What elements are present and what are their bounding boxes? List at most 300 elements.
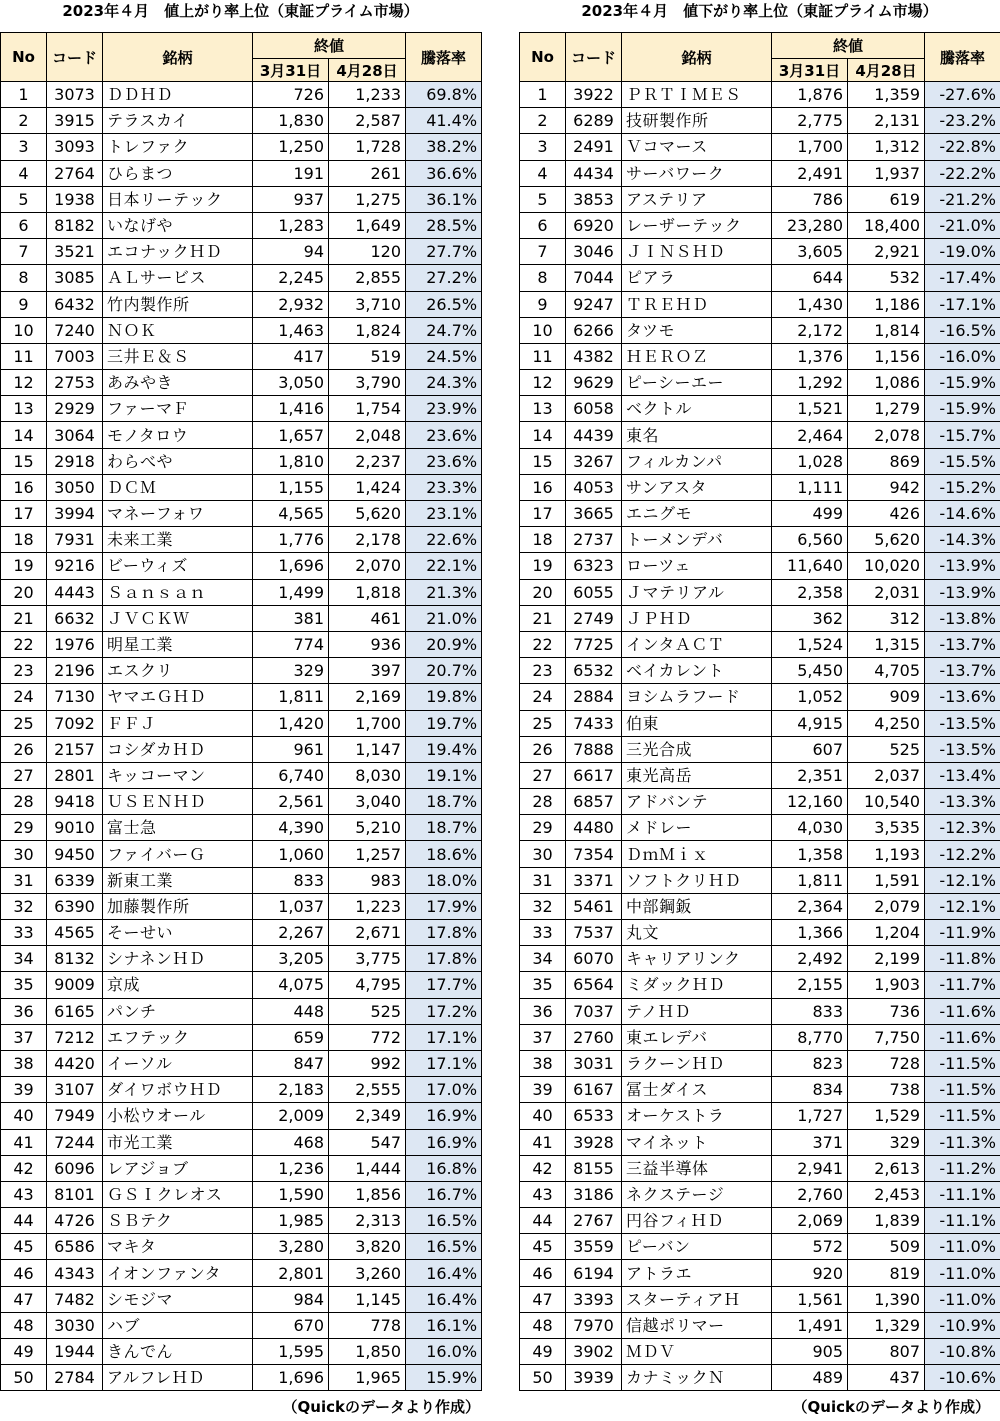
close-mar31-cell: 2,183 — [253, 1077, 329, 1103]
close-mar31-cell: 2,492 — [772, 946, 848, 972]
close-mar31-cell: 847 — [253, 1050, 329, 1076]
rank-cell: 13 — [1, 396, 47, 422]
rank-cell: 29 — [1, 815, 47, 841]
code-cell: 7433 — [566, 710, 622, 736]
rate-cell: 18.0% — [406, 867, 482, 893]
close-apr28-cell: 728 — [848, 1050, 925, 1076]
close-mar31-cell: 191 — [253, 160, 329, 186]
code-cell: 1944 — [47, 1339, 103, 1365]
code-cell: 3107 — [47, 1077, 103, 1103]
rate-cell: -13.7% — [925, 658, 1000, 684]
code-cell: 7482 — [47, 1286, 103, 1312]
close-apr28-cell: 1,359 — [848, 82, 925, 108]
close-mar31-cell: 984 — [253, 1286, 329, 1312]
name-cell: ファイバーＧ — [103, 841, 253, 867]
name-cell: オーケストラ — [622, 1103, 772, 1129]
name-cell: ハブ — [103, 1312, 253, 1338]
rate-cell: -11.2% — [925, 1155, 1000, 1181]
name-cell: サンアスタ — [622, 474, 772, 500]
table-row — [520, 1050, 1000, 1076]
close-mar31-cell: 2,364 — [772, 893, 848, 919]
close-apr28-cell: 7,750 — [848, 1024, 925, 1050]
name-cell: アルフレＨＤ — [103, 1365, 253, 1391]
table-row — [1, 317, 482, 343]
rate-cell: -15.2% — [925, 474, 1000, 500]
close-mar31-cell: 448 — [253, 998, 329, 1024]
rank-cell: 18 — [1, 527, 47, 553]
name-cell: レーザーテック — [622, 212, 772, 238]
code-cell: 7725 — [566, 631, 622, 657]
close-apr28-cell: 509 — [848, 1234, 925, 1260]
name-cell: ＳＢテク — [103, 1208, 253, 1234]
name-cell: 丸文 — [622, 920, 772, 946]
rate-cell: -22.8% — [925, 134, 1000, 160]
rate-cell: 27.7% — [406, 239, 482, 265]
close-mar31-cell: 1,491 — [772, 1312, 848, 1338]
rank-cell: 41 — [520, 1129, 566, 1155]
name-cell: ＤｍＭｉｘ — [622, 841, 772, 867]
rate-cell: -11.9% — [925, 920, 1000, 946]
rank-cell: 34 — [520, 946, 566, 972]
rank-cell: 44 — [1, 1208, 47, 1234]
close-apr28-cell: 819 — [848, 1260, 925, 1286]
close-mar31-cell: 1,060 — [253, 841, 329, 867]
rate-cell: 16.8% — [406, 1155, 482, 1181]
table-row — [1, 291, 482, 317]
name-cell: アステリア — [622, 186, 772, 212]
rank-cell: 42 — [1, 1155, 47, 1181]
rate-cell: 22.1% — [406, 553, 482, 579]
table-row — [1, 134, 482, 160]
rate-cell: -15.7% — [925, 422, 1000, 448]
rate-cell: -27.6% — [925, 82, 1000, 108]
code-cell: 6323 — [566, 553, 622, 579]
table-row — [1, 239, 482, 265]
rank-cell: 17 — [520, 501, 566, 527]
name-cell: ＮＯＫ — [103, 317, 253, 343]
rank-cell: 15 — [1, 448, 47, 474]
rate-cell: -15.5% — [925, 448, 1000, 474]
code-cell: 9009 — [47, 972, 103, 998]
close-mar31-cell: 2,155 — [772, 972, 848, 998]
name-cell: モノタロウ — [103, 422, 253, 448]
code-cell: 9418 — [47, 789, 103, 815]
name-cell: ミダックＨＤ — [622, 972, 772, 998]
name-cell: 中部鋼鈑 — [622, 893, 772, 919]
rank-cell: 30 — [1, 841, 47, 867]
table-row — [520, 1129, 1000, 1155]
close-mar31-cell: 1,292 — [772, 370, 848, 396]
close-apr28-cell: 8,030 — [329, 762, 406, 788]
rank-cell: 37 — [520, 1024, 566, 1050]
rate-cell: -16.0% — [925, 343, 1000, 369]
table-row — [1, 893, 482, 919]
close-apr28-cell: 2,313 — [329, 1208, 406, 1234]
name-cell: 富士急 — [103, 815, 253, 841]
close-mar31-cell: 834 — [772, 1077, 848, 1103]
close-apr28-cell: 3,260 — [329, 1260, 406, 1286]
table-row — [520, 448, 1000, 474]
table-row — [1, 370, 482, 396]
table-row — [1, 1103, 482, 1129]
rank-cell: 8 — [1, 265, 47, 291]
table-row — [1, 448, 482, 474]
close-apr28-cell: 2,921 — [848, 239, 925, 265]
close-mar31-cell: 1,696 — [253, 553, 329, 579]
rate-cell: 21.0% — [406, 605, 482, 631]
close-apr28-cell: 2,070 — [329, 553, 406, 579]
code-cell: 6532 — [566, 658, 622, 684]
table-row — [1, 1181, 482, 1207]
close-apr28-cell: 909 — [848, 684, 925, 710]
rank-cell: 50 — [520, 1365, 566, 1391]
name-cell: トレファク — [103, 134, 253, 160]
rate-cell: -12.3% — [925, 815, 1000, 841]
close-mar31-cell: 823 — [772, 1050, 848, 1076]
rate-cell: 22.6% — [406, 527, 482, 553]
table-row — [1, 605, 482, 631]
code-cell: 4565 — [47, 920, 103, 946]
close-mar31-cell: 1,499 — [253, 579, 329, 605]
rank-cell: 37 — [1, 1024, 47, 1050]
code-cell: 7212 — [47, 1024, 103, 1050]
close-mar31-cell: 1,155 — [253, 474, 329, 500]
code-cell: 8101 — [47, 1181, 103, 1207]
rate-cell: 17.1% — [406, 1050, 482, 1076]
rank-cell: 12 — [1, 370, 47, 396]
table-row — [520, 710, 1000, 736]
header-date-apr28: 4月28日 — [329, 59, 406, 82]
code-cell: 4439 — [566, 422, 622, 448]
table-row — [520, 658, 1000, 684]
close-mar31-cell: 1,810 — [253, 448, 329, 474]
table-row — [520, 893, 1000, 919]
table-row — [520, 605, 1000, 631]
close-apr28-cell: 992 — [329, 1050, 406, 1076]
table-row — [1, 815, 482, 841]
code-cell: 9450 — [47, 841, 103, 867]
close-mar31-cell: 3,280 — [253, 1234, 329, 1260]
close-apr28-cell: 2,131 — [848, 108, 925, 134]
close-mar31-cell: 3,050 — [253, 370, 329, 396]
name-cell: テラスカイ — [103, 108, 253, 134]
close-mar31-cell: 607 — [772, 736, 848, 762]
rate-cell: 21.3% — [406, 579, 482, 605]
rate-cell: -13.7% — [925, 631, 1000, 657]
close-mar31-cell: 362 — [772, 605, 848, 631]
close-apr28-cell: 3,040 — [329, 789, 406, 815]
table-row — [1, 396, 482, 422]
rank-cell: 5 — [520, 186, 566, 212]
close-mar31-cell: 1,111 — [772, 474, 848, 500]
close-apr28-cell: 525 — [329, 998, 406, 1024]
code-cell: 4434 — [566, 160, 622, 186]
close-apr28-cell: 1,444 — [329, 1155, 406, 1181]
close-mar31-cell: 8,770 — [772, 1024, 848, 1050]
close-apr28-cell: 1,700 — [329, 710, 406, 736]
rank-cell: 40 — [1, 1103, 47, 1129]
close-mar31-cell: 2,172 — [772, 317, 848, 343]
gainers-table — [0, 32, 482, 1391]
rank-cell: 44 — [520, 1208, 566, 1234]
close-mar31-cell: 2,775 — [772, 108, 848, 134]
name-cell: 市光工業 — [103, 1129, 253, 1155]
close-apr28-cell: 1,275 — [329, 186, 406, 212]
table-row — [520, 762, 1000, 788]
rate-cell: -10.8% — [925, 1339, 1000, 1365]
close-apr28-cell: 2,613 — [848, 1155, 925, 1181]
close-apr28-cell: 1,329 — [848, 1312, 925, 1338]
code-cell: 3031 — [566, 1050, 622, 1076]
table-row — [520, 396, 1000, 422]
table-row — [520, 684, 1000, 710]
table-row — [1, 474, 482, 500]
rate-cell: 17.2% — [406, 998, 482, 1024]
rank-cell: 26 — [1, 736, 47, 762]
name-cell: スターティアＨ — [622, 1286, 772, 1312]
close-mar31-cell: 2,245 — [253, 265, 329, 291]
close-apr28-cell: 1,754 — [329, 396, 406, 422]
rate-cell: 16.5% — [406, 1234, 482, 1260]
header-date-mar31: 3月31日 — [772, 59, 848, 82]
close-mar31-cell: 1,700 — [772, 134, 848, 160]
losers-panel — [519, 0, 1000, 1391]
close-mar31-cell: 2,464 — [772, 422, 848, 448]
close-apr28-cell: 3,790 — [329, 370, 406, 396]
close-apr28-cell: 1,145 — [329, 1286, 406, 1312]
close-mar31-cell: 417 — [253, 343, 329, 369]
code-cell: 7244 — [47, 1129, 103, 1155]
code-cell: 7888 — [566, 736, 622, 762]
close-apr28-cell: 2,031 — [848, 579, 925, 605]
header-name: 銘柄 — [622, 33, 772, 82]
rank-cell: 47 — [1, 1286, 47, 1312]
table-row — [520, 212, 1000, 238]
header-code: コード — [47, 33, 103, 82]
code-cell: 3050 — [47, 474, 103, 500]
rank-cell: 35 — [1, 972, 47, 998]
name-cell: Ｊマテリアル — [622, 579, 772, 605]
rank-cell: 14 — [1, 422, 47, 448]
code-cell: 4726 — [47, 1208, 103, 1234]
rank-cell: 7 — [520, 239, 566, 265]
table-row — [1, 736, 482, 762]
rate-cell: -17.1% — [925, 291, 1000, 317]
close-mar31-cell: 1,657 — [253, 422, 329, 448]
name-cell: ＨＥＲＯＺ — [622, 343, 772, 369]
close-apr28-cell: 1,824 — [329, 317, 406, 343]
close-apr28-cell: 2,079 — [848, 893, 925, 919]
name-cell: 東光高岳 — [622, 762, 772, 788]
close-apr28-cell: 1,903 — [848, 972, 925, 998]
code-cell: 8155 — [566, 1155, 622, 1181]
table-row — [1, 631, 482, 657]
close-apr28-cell: 2,178 — [329, 527, 406, 553]
code-cell: 9010 — [47, 815, 103, 841]
rank-cell: 49 — [1, 1339, 47, 1365]
name-cell: サーバワーク — [622, 160, 772, 186]
close-mar31-cell: 2,941 — [772, 1155, 848, 1181]
rate-cell: -13.9% — [925, 553, 1000, 579]
rank-cell: 28 — [520, 789, 566, 815]
rank-cell: 1 — [1, 82, 47, 108]
code-cell: 8132 — [47, 946, 103, 972]
gainers-rows — [1, 82, 482, 1391]
name-cell: Ｖコマース — [622, 134, 772, 160]
header-close: 終値 — [253, 33, 406, 59]
rank-cell: 38 — [1, 1050, 47, 1076]
name-cell: 三井Ｅ＆Ｓ — [103, 343, 253, 369]
close-mar31-cell: 1,376 — [772, 343, 848, 369]
table-row — [1, 1260, 482, 1286]
rate-cell: 16.9% — [406, 1129, 482, 1155]
rate-cell: -23.2% — [925, 108, 1000, 134]
rate-cell: 28.5% — [406, 212, 482, 238]
rate-cell: -13.6% — [925, 684, 1000, 710]
header-name: 銘柄 — [103, 33, 253, 82]
name-cell: シモジマ — [103, 1286, 253, 1312]
rate-cell: -22.2% — [925, 160, 1000, 186]
code-cell: 6266 — [566, 317, 622, 343]
header-date-apr28: 4月28日 — [848, 59, 925, 82]
rank-cell: 46 — [520, 1260, 566, 1286]
table-row — [1, 1286, 482, 1312]
rank-cell: 27 — [1, 762, 47, 788]
close-mar31-cell: 1,876 — [772, 82, 848, 108]
rate-cell: -14.3% — [925, 527, 1000, 553]
code-cell: 2753 — [47, 370, 103, 396]
rank-cell: 47 — [520, 1286, 566, 1312]
close-mar31-cell: 1,590 — [253, 1181, 329, 1207]
table-row — [520, 1365, 1000, 1391]
rate-cell: -11.0% — [925, 1260, 1000, 1286]
rate-cell: 23.9% — [406, 396, 482, 422]
close-apr28-cell: 547 — [329, 1129, 406, 1155]
code-cell: 4443 — [47, 579, 103, 605]
name-cell: マキタ — [103, 1234, 253, 1260]
name-cell: ローツェ — [622, 553, 772, 579]
rate-cell: 27.2% — [406, 265, 482, 291]
rate-cell: -11.3% — [925, 1129, 1000, 1155]
close-mar31-cell: 920 — [772, 1260, 848, 1286]
rate-cell: -19.0% — [925, 239, 1000, 265]
rate-cell: -11.5% — [925, 1050, 1000, 1076]
name-cell: レアジョブ — [103, 1155, 253, 1181]
close-mar31-cell: 1,595 — [253, 1339, 329, 1365]
name-cell: メドレー — [622, 815, 772, 841]
name-cell: 明星工業 — [103, 631, 253, 657]
name-cell: そーせい — [103, 920, 253, 946]
code-cell: 8182 — [47, 212, 103, 238]
code-cell: 6586 — [47, 1234, 103, 1260]
rank-cell: 21 — [520, 605, 566, 631]
close-apr28-cell: 5,620 — [329, 501, 406, 527]
close-apr28-cell: 772 — [329, 1024, 406, 1050]
name-cell: ラクーンＨＤ — [622, 1050, 772, 1076]
table-row — [520, 1286, 1000, 1312]
name-cell: ＦＦＪ — [103, 710, 253, 736]
close-apr28-cell: 2,048 — [329, 422, 406, 448]
rank-cell: 41 — [1, 1129, 47, 1155]
close-mar31-cell: 2,069 — [772, 1208, 848, 1234]
table-row — [1, 1365, 482, 1391]
name-cell: マイネット — [622, 1129, 772, 1155]
rank-cell: 3 — [1, 134, 47, 160]
name-cell: ＤＣＭ — [103, 474, 253, 500]
close-mar31-cell: 2,009 — [253, 1103, 329, 1129]
rank-cell: 18 — [520, 527, 566, 553]
close-mar31-cell: 1,358 — [772, 841, 848, 867]
close-apr28-cell: 2,169 — [329, 684, 406, 710]
table-row — [1, 527, 482, 553]
code-cell: 3939 — [566, 1365, 622, 1391]
close-apr28-cell: 2,671 — [329, 920, 406, 946]
table-row — [520, 317, 1000, 343]
losers-rows — [520, 82, 1000, 1391]
table-row — [1, 160, 482, 186]
rate-cell: 16.4% — [406, 1286, 482, 1312]
close-mar31-cell: 4,075 — [253, 972, 329, 998]
name-cell: インタＡＣＴ — [622, 631, 772, 657]
code-cell: 3559 — [566, 1234, 622, 1260]
table-row — [520, 1155, 1000, 1181]
close-mar31-cell: 4,030 — [772, 815, 848, 841]
table-row — [1, 579, 482, 605]
name-cell: ＪＩＮＳＨＤ — [622, 239, 772, 265]
name-cell: ＴＲＥＨＤ — [622, 291, 772, 317]
table-row — [1, 1077, 482, 1103]
close-mar31-cell: 774 — [253, 631, 329, 657]
close-mar31-cell: 4,915 — [772, 710, 848, 736]
close-apr28-cell: 525 — [848, 736, 925, 762]
rank-cell: 6 — [520, 212, 566, 238]
rate-cell: -10.9% — [925, 1312, 1000, 1338]
rank-cell: 19 — [1, 553, 47, 579]
table-row — [1, 186, 482, 212]
rank-cell: 36 — [520, 998, 566, 1024]
name-cell: コシダカＨＤ — [103, 736, 253, 762]
code-cell: 9247 — [566, 291, 622, 317]
rate-cell: -13.4% — [925, 762, 1000, 788]
close-mar31-cell: 94 — [253, 239, 329, 265]
table-row — [520, 1024, 1000, 1050]
rank-cell: 25 — [520, 710, 566, 736]
code-cell: 3994 — [47, 501, 103, 527]
code-cell: 6194 — [566, 1260, 622, 1286]
rate-cell: -11.5% — [925, 1077, 1000, 1103]
table-row — [520, 422, 1000, 448]
table-row — [520, 1181, 1000, 1207]
rate-cell: -11.0% — [925, 1286, 1000, 1312]
close-apr28-cell: 1,937 — [848, 160, 925, 186]
code-cell: 6432 — [47, 291, 103, 317]
close-apr28-cell: 2,078 — [848, 422, 925, 448]
rank-cell: 33 — [1, 920, 47, 946]
table-row — [520, 736, 1000, 762]
rank-cell: 20 — [520, 579, 566, 605]
rank-cell: 1 — [520, 82, 566, 108]
rank-cell: 11 — [520, 343, 566, 369]
rank-cell: 34 — [1, 946, 47, 972]
close-apr28-cell: 942 — [848, 474, 925, 500]
close-mar31-cell: 1,366 — [772, 920, 848, 946]
code-cell: 7970 — [566, 1312, 622, 1338]
code-cell: 2157 — [47, 736, 103, 762]
rank-cell: 23 — [520, 658, 566, 684]
close-apr28-cell: 869 — [848, 448, 925, 474]
name-cell: トーメンデバ — [622, 527, 772, 553]
rate-cell: 19.1% — [406, 762, 482, 788]
